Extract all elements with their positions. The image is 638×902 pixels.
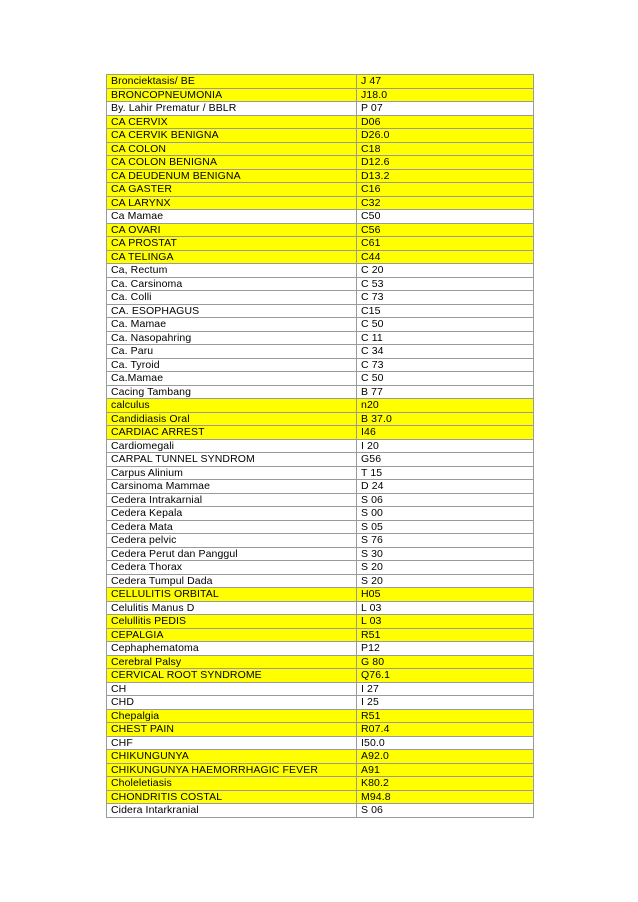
table-row (107, 777, 534, 791)
table-row (107, 115, 534, 129)
diagnosis-name-cell: CA TELINGA (107, 250, 357, 264)
diagnosis-name-cell: Bronciektasis/ BE (107, 75, 357, 89)
icd-code-cell: J 47 (357, 75, 534, 89)
diagnosis-name-cell: CEPALGIA (107, 628, 357, 642)
table-row (107, 318, 534, 332)
table-row (107, 709, 534, 723)
icd-code-cell: L 03 (357, 601, 534, 615)
icd-code-cell: R51 (357, 628, 534, 642)
diagnosis-name-cell: CELLULITIS ORBITAL (107, 588, 357, 602)
icd-code-cell: C61 (357, 237, 534, 251)
table-row (107, 196, 534, 210)
icd-code-cell: M94.8 (357, 790, 534, 804)
diagnosis-name-cell: CA PROSTAT (107, 237, 357, 251)
table-row (107, 804, 534, 818)
diagnosis-name-cell: CARDIAC ARREST (107, 426, 357, 440)
diagnosis-name-cell: Cedera Intrakarnial (107, 493, 357, 507)
diagnosis-name-cell: Cedera Kepala (107, 507, 357, 521)
diagnosis-name-cell: Cedera Thorax (107, 561, 357, 575)
table-row (107, 493, 534, 507)
icd-code-cell: B 37.0 (357, 412, 534, 426)
table-row (107, 534, 534, 548)
icd-code-cell: L 03 (357, 615, 534, 629)
icd-code-cell: I 25 (357, 696, 534, 710)
icd-code-cell: C18 (357, 142, 534, 156)
diagnosis-name-cell: Cidera Intarkranial (107, 804, 357, 818)
table-row (107, 372, 534, 386)
icd-code-cell: A92.0 (357, 750, 534, 764)
diagnosis-name-cell: CA LARYNX (107, 196, 357, 210)
table-row (107, 642, 534, 656)
diagnosis-name-cell: Celulitis Manus D (107, 601, 357, 615)
icd-code-cell: C44 (357, 250, 534, 264)
icd-code-cell: n20 (357, 399, 534, 413)
table-row (107, 763, 534, 777)
table-row (107, 304, 534, 318)
icd-code-cell: D 24 (357, 480, 534, 494)
table-row (107, 601, 534, 615)
diagnosis-name-cell: Ca, Rectum (107, 264, 357, 278)
diagnosis-name-cell: CARPAL TUNNEL SYNDROM (107, 453, 357, 467)
icd-code-cell: S 20 (357, 561, 534, 575)
table-row (107, 156, 534, 170)
icd-code-cell: C56 (357, 223, 534, 237)
icd-code-cell: S 06 (357, 493, 534, 507)
table-row (107, 183, 534, 197)
table-row (107, 358, 534, 372)
table-row (107, 223, 534, 237)
diagnosis-name-cell: Ca Mamae (107, 210, 357, 224)
diagnosis-name-cell: Cedera pelvic (107, 534, 357, 548)
diagnosis-name-cell: Carpus Alinium (107, 466, 357, 480)
icd-code-cell: S 00 (357, 507, 534, 521)
icd-code-cell: S 76 (357, 534, 534, 548)
table-row (107, 466, 534, 480)
icd-code-cell: C15 (357, 304, 534, 318)
table-row (107, 453, 534, 467)
icd-code-cell: C 73 (357, 291, 534, 305)
table-row (107, 399, 534, 413)
icd-code-cell: S 06 (357, 804, 534, 818)
icd-code-cell: C 53 (357, 277, 534, 291)
table-row (107, 790, 534, 804)
icd-code-cell: C50 (357, 210, 534, 224)
diagnosis-name-cell: CA COLON BENIGNA (107, 156, 357, 170)
table-row (107, 682, 534, 696)
diagnosis-name-cell: CHD (107, 696, 357, 710)
diagnosis-name-cell: Cedera Perut dan Panggul (107, 547, 357, 561)
icd-code-cell: B 77 (357, 385, 534, 399)
diagnosis-name-cell: Cedera Mata (107, 520, 357, 534)
diagnosis-code-table (106, 74, 534, 818)
icd-code-cell: S 20 (357, 574, 534, 588)
table-row (107, 102, 534, 116)
table-row (107, 750, 534, 764)
table-row (107, 696, 534, 710)
diagnosis-name-cell: Carsinoma Mammae (107, 480, 357, 494)
diagnosis-name-cell: Ca. Carsinoma (107, 277, 357, 291)
table-row (107, 561, 534, 575)
table-row (107, 331, 534, 345)
table-row (107, 142, 534, 156)
diagnosis-name-cell: Candidiasis Oral (107, 412, 357, 426)
diagnosis-name-cell: CA CERVIX (107, 115, 357, 129)
diagnosis-name-cell: CA OVARI (107, 223, 357, 237)
icd-code-cell: C 11 (357, 331, 534, 345)
diagnosis-name-cell: CA COLON (107, 142, 357, 156)
table-row (107, 250, 534, 264)
icd-code-cell: I 20 (357, 439, 534, 453)
table-row (107, 237, 534, 251)
diagnosis-name-cell: Celullitis PEDIS (107, 615, 357, 629)
icd-code-cell: S 05 (357, 520, 534, 534)
diagnosis-name-cell: Ca. Tyroid (107, 358, 357, 372)
icd-code-cell: G 80 (357, 655, 534, 669)
diagnosis-name-cell: CHONDRITIS COSTAL (107, 790, 357, 804)
icd-code-cell: S 30 (357, 547, 534, 561)
table-row (107, 169, 534, 183)
icd-code-cell: Q76.1 (357, 669, 534, 683)
icd-code-cell: C32 (357, 196, 534, 210)
diagnosis-name-cell: CHIKUNGUNYA (107, 750, 357, 764)
table-row (107, 507, 534, 521)
icd-code-cell: A91 (357, 763, 534, 777)
icd-code-cell: T 15 (357, 466, 534, 480)
table-row (107, 736, 534, 750)
icd-code-cell: C 34 (357, 345, 534, 359)
icd-code-cell: D26.0 (357, 129, 534, 143)
diagnosis-name-cell: Ca. Nasopahring (107, 331, 357, 345)
icd-code-cell: C 50 (357, 318, 534, 332)
table-row (107, 615, 534, 629)
table-row (107, 547, 534, 561)
table-row (107, 345, 534, 359)
table-row (107, 655, 534, 669)
icd-code-cell: C 73 (357, 358, 534, 372)
icd-code-cell: J18.0 (357, 88, 534, 102)
diagnosis-name-cell: Ca.Mamae (107, 372, 357, 386)
table-row (107, 264, 534, 278)
diagnosis-name-cell: CA CERVIK BENIGNA (107, 129, 357, 143)
table-row (107, 385, 534, 399)
icd-code-cell: C16 (357, 183, 534, 197)
table-row (107, 520, 534, 534)
diagnosis-name-cell: Cerebral Palsy (107, 655, 357, 669)
table-row (107, 628, 534, 642)
diagnosis-name-cell: Ca. Paru (107, 345, 357, 359)
table-row (107, 412, 534, 426)
diagnosis-name-cell: CA. ESOPHAGUS (107, 304, 357, 318)
icd-code-cell: D06 (357, 115, 534, 129)
table-row (107, 88, 534, 102)
diagnosis-name-cell: Cedera Tumpul Dada (107, 574, 357, 588)
diagnosis-name-cell: Ca. Colli (107, 291, 357, 305)
icd-code-cell: D12.6 (357, 156, 534, 170)
table-row (107, 291, 534, 305)
diagnosis-name-cell: Cardiomegali (107, 439, 357, 453)
icd-code-cell: R07.4 (357, 723, 534, 737)
icd-code-cell: K80.2 (357, 777, 534, 791)
table-row (107, 129, 534, 143)
icd-code-cell: D13.2 (357, 169, 534, 183)
table-row (107, 574, 534, 588)
table-row (107, 210, 534, 224)
table-row (107, 75, 534, 89)
diagnosis-name-cell: By. Lahir Prematur / BBLR (107, 102, 357, 116)
icd-code-cell: H05 (357, 588, 534, 602)
diagnosis-name-cell: Ca. Mamae (107, 318, 357, 332)
table-row (107, 426, 534, 440)
diagnosis-name-cell: Cacing Tambang (107, 385, 357, 399)
diagnosis-table-body (107, 75, 534, 818)
diagnosis-name-cell: CH (107, 682, 357, 696)
diagnosis-name-cell: BRONCOPNEUMONIA (107, 88, 357, 102)
diagnosis-name-cell: CHF (107, 736, 357, 750)
diagnosis-name-cell: Choleletiasis (107, 777, 357, 791)
icd-code-cell: C 20 (357, 264, 534, 278)
table-row (107, 723, 534, 737)
icd-code-cell: I50.0 (357, 736, 534, 750)
diagnosis-name-cell: CERVICAL ROOT SYNDROME (107, 669, 357, 683)
table-row (107, 439, 534, 453)
icd-code-cell: C 50 (357, 372, 534, 386)
icd-code-cell: G56 (357, 453, 534, 467)
icd-code-cell: I46 (357, 426, 534, 440)
table-row (107, 669, 534, 683)
table-row (107, 277, 534, 291)
table-row (107, 480, 534, 494)
diagnosis-name-cell: Cephaphematoma (107, 642, 357, 656)
icd-code-cell: I 27 (357, 682, 534, 696)
diagnosis-name-cell: CHIKUNGUNYA HAEMORRHAGIC FEVER (107, 763, 357, 777)
icd-code-cell: P 07 (357, 102, 534, 116)
diagnosis-name-cell: CHEST PAIN (107, 723, 357, 737)
icd-code-cell: P12 (357, 642, 534, 656)
diagnosis-name-cell: CA DEUDENUM BENIGNA (107, 169, 357, 183)
diagnosis-name-cell: CA GASTER (107, 183, 357, 197)
diagnosis-name-cell: Chepalgia (107, 709, 357, 723)
icd-code-cell: R51 (357, 709, 534, 723)
diagnosis-name-cell: calculus (107, 399, 357, 413)
table-row (107, 588, 534, 602)
